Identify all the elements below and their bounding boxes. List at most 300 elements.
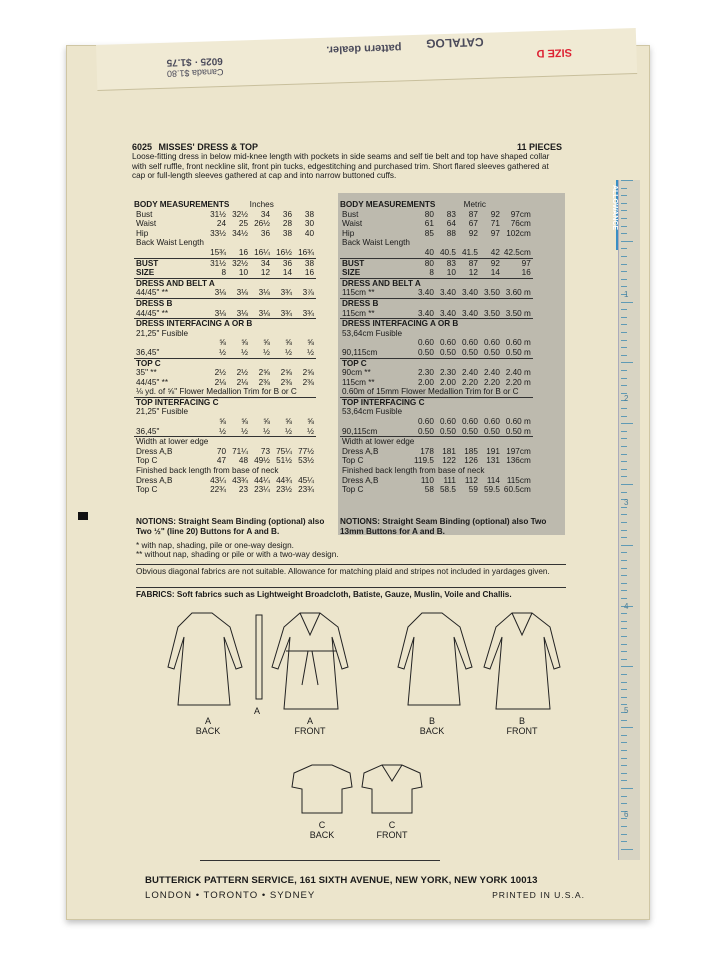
ruler-tick (621, 788, 633, 789)
ruler-tick (621, 438, 627, 439)
sketch-a-back (168, 613, 242, 705)
row-label: 90,115cm (342, 347, 378, 357)
row-value: 10 (238, 268, 248, 278)
imperial-row (134, 248, 316, 258)
row-label: 115cm ** (342, 308, 375, 318)
ruler-tick (621, 362, 633, 363)
imperial-row (134, 485, 316, 495)
ruler-tick (621, 286, 627, 287)
row-label: Dress A,B (342, 446, 379, 456)
imperial-row (134, 437, 316, 447)
ruler-tick (621, 309, 627, 310)
row-value: 0.50 (483, 426, 500, 436)
row-value: 3.60 m (505, 288, 531, 298)
row-value: 16 (521, 268, 531, 278)
row-value: ½ (241, 426, 248, 436)
fabrics-note: FABRICS: Soft fabrics such as Lightweight Broadcloth, Batiste, Gauze, Muslin, Voile and Challis. (136, 587, 566, 600)
ruler-tick (621, 651, 627, 652)
metric-row (340, 368, 533, 378)
row-label: BUST (136, 258, 159, 268)
nap-note-2: ** without nap, shading or pile or with a two-way design. (136, 550, 339, 559)
ruler-number: 2 (624, 394, 629, 403)
row-label: SIZE (136, 268, 155, 278)
row-value: 71¼ (232, 446, 248, 456)
label-c-back: C BACK (309, 820, 335, 840)
ruler-number: 4 (624, 602, 629, 611)
row-value: 3.50 (483, 288, 500, 298)
metric-row (340, 358, 533, 368)
row-value: 23¾ (298, 485, 314, 495)
imperial-row (134, 288, 316, 298)
row-value: 34 (260, 209, 270, 219)
row-value: ½ (219, 347, 226, 357)
row-value: 16½ (276, 247, 292, 257)
row-label: DRESS AND BELT A (342, 278, 421, 288)
row-label: 44/45" ** (136, 308, 169, 318)
metric-row (340, 319, 533, 329)
ruler-tick (621, 575, 627, 576)
metric-row (340, 427, 533, 437)
row-value: 2⅜ (280, 377, 292, 387)
row-value: 126 (464, 456, 478, 466)
row-value: ½ (241, 347, 248, 357)
row-value: 34 (260, 258, 270, 268)
row-value: 115cm (506, 475, 531, 485)
sketch-belt (256, 615, 262, 699)
row-value: 122 (442, 456, 456, 466)
imperial-row (134, 319, 316, 329)
pattern-code: 6025 (132, 142, 153, 152)
ruler-tick (621, 590, 627, 591)
ruler-tick (621, 568, 627, 569)
row-value: 24 (216, 219, 226, 229)
ruler-tick (621, 226, 627, 227)
row-label: TOP INTERFACING C (342, 397, 425, 407)
ruler-tick (621, 560, 627, 561)
metric-row (340, 466, 533, 476)
ruler-tick (621, 659, 627, 660)
ruler-tick (621, 476, 627, 477)
row-label: 36,45" (136, 347, 160, 357)
metric-row (340, 329, 533, 339)
label-b-back: B BACK (419, 716, 445, 736)
imperial-row (134, 378, 316, 388)
metric-row (340, 485, 533, 495)
metric-row (340, 248, 533, 258)
row-value: 3⅛ (214, 308, 226, 318)
row-value: 3.40 (439, 288, 456, 298)
ruler-tick (621, 636, 627, 637)
row-label: 44/45" ** (136, 288, 169, 298)
row-value: 67 (468, 219, 478, 229)
row-label: Top C (342, 456, 364, 466)
row-label: 115cm ** (342, 377, 375, 387)
ruler-tick (621, 461, 627, 462)
ruler-tick (621, 720, 627, 721)
row-value: 0.60 (483, 417, 500, 427)
imperial-row (134, 229, 316, 239)
metric-row (340, 229, 533, 239)
sketch-c-front (362, 765, 422, 813)
row-label: 21,25" Fusible (136, 328, 189, 338)
row-value: 0.60 (417, 417, 434, 427)
cities: LONDON • TORONTO • SYDNEY (145, 890, 316, 901)
row-value: 22¾ (210, 485, 226, 495)
row-value: 3¾ (280, 308, 292, 318)
row-value: 2⅝ (280, 368, 292, 378)
row-value: 0.50 m (505, 426, 531, 436)
body-measurements-title-metric: BODY MEASUREMENTS (340, 200, 436, 209)
row-value: 0.60 (461, 417, 478, 427)
row-value: ⅝ (219, 338, 226, 348)
ruler-tick (621, 454, 627, 455)
header (132, 142, 562, 181)
row-value: 185 (464, 446, 478, 456)
row-value: 73 (260, 446, 270, 456)
row-value: 44¼ (254, 475, 270, 485)
notions-imperial: NOTIONS: Straight Seam Binding (optional) also Two ½" (line 20) Buttons for A and B. (136, 517, 325, 536)
metric-row (340, 378, 533, 388)
row-label: 44/45" ** (136, 377, 169, 387)
metric-row (340, 219, 533, 229)
row-value: 97 (521, 258, 531, 268)
metric-row (340, 298, 533, 308)
ruler-tick (621, 742, 627, 743)
row-value: 87 (468, 209, 478, 219)
row-value: 16 (238, 247, 248, 257)
row-label (340, 248, 412, 258)
flap-dealer: pattern dealer. (326, 41, 402, 56)
row-label: Waist (342, 219, 363, 229)
row-value: 2⅛ (214, 377, 226, 387)
imperial-row (134, 427, 316, 437)
row-value: 8 (429, 268, 434, 278)
ruler-tick (621, 697, 627, 698)
row-value: 83 (446, 209, 456, 219)
row-value: 97 (490, 228, 500, 238)
imperial-row (134, 329, 316, 339)
ruler-tick (621, 849, 633, 850)
row-value: 43¼ (210, 475, 226, 485)
ruler-tick (621, 423, 633, 424)
row-value: 2.40 m (505, 368, 531, 378)
row-value: 53½ (298, 456, 314, 466)
row-value: 71 (490, 219, 500, 229)
row-value: 2.30 (417, 368, 434, 378)
ruler-tick (621, 188, 627, 189)
row-value: 70 (216, 446, 226, 456)
metric-row (340, 309, 533, 319)
ruler-tick (621, 332, 627, 333)
ruler-tick (621, 241, 633, 242)
ruler-tick (621, 233, 627, 234)
ruler-tick (621, 613, 627, 614)
row-value: 88 (446, 228, 456, 238)
row-value: 92 (490, 258, 500, 268)
ruler-tick (621, 644, 627, 645)
ruler-tick (621, 248, 627, 249)
row-value: 16¼ (254, 247, 270, 257)
pattern-description: Loose-fitting dress in below mid-knee length with pockets in side seams and self tie belt and top have shaped collar with self ruffle, front neckline slit, front pin tucks, edgestitching and purchased trim. Short flared sleeves gathered at cap or full-length sleeves gathered at cap and into narrow buttoned cuffs. (132, 152, 550, 181)
row-value: 2.20 (483, 377, 500, 387)
label-a-back: A BACK (195, 716, 221, 736)
metric-row (340, 258, 533, 268)
publisher-address: BUTTERICK PATTERN SERVICE, 161 SIXTH AVENUE, NEW YORK, NEW YORK 10013 (145, 875, 538, 886)
pieces-count: 11 PIECES (516, 142, 562, 152)
row-label: Dress A,B (136, 446, 173, 456)
row-value: ⅝ (263, 338, 270, 348)
row-value: 26½ (254, 219, 270, 229)
row-value: 38 (282, 228, 292, 238)
row-value: 38 (304, 209, 314, 219)
row-value: 59 (468, 485, 478, 495)
row-label (340, 417, 412, 427)
row-value: 2.20 (461, 377, 478, 387)
row-value: 23 (238, 485, 248, 495)
ruler-tick (621, 735, 627, 736)
ruler-tick (621, 195, 627, 196)
row-value: 3.40 (417, 308, 434, 318)
ruler-tick (621, 378, 627, 379)
row-value: 2.40 (483, 368, 500, 378)
imperial-row (134, 476, 316, 486)
imperial-row (134, 298, 316, 308)
footer-bottom-row (145, 890, 585, 901)
row-label: Finished back length from base of neck (136, 466, 279, 476)
ruler-tick (621, 484, 633, 485)
row-value: 58.5 (439, 485, 456, 495)
row-value: 2⅛ (236, 377, 248, 387)
row-label: 35" ** (136, 368, 157, 378)
row-label (340, 338, 412, 348)
metric-row (340, 387, 533, 397)
row-value: 0.60 m (505, 417, 531, 427)
row-value: 2.00 (417, 377, 434, 387)
row-value: 77½ (298, 446, 314, 456)
row-value: 0.50 (417, 426, 434, 436)
footer (145, 875, 585, 901)
row-value: 0.50 (483, 347, 500, 357)
row-value: 31½ (210, 209, 226, 219)
row-label: Top C (136, 456, 158, 466)
metric-table (340, 200, 564, 495)
metric-row (340, 397, 533, 407)
row-label (134, 417, 206, 427)
label-a-front: A FRONT (294, 716, 326, 736)
row-label: SIZE (342, 268, 361, 278)
ruler-tick (621, 773, 627, 774)
metric-row (340, 417, 533, 427)
row-value: 12 (260, 268, 270, 278)
row-value: 30 (304, 219, 314, 229)
ruler-tick (621, 317, 627, 318)
row-value: 3.50 m (505, 308, 531, 318)
ruler-tick (621, 271, 627, 272)
row-label: TOP INTERFACING C (136, 397, 219, 407)
row-label: Hip (342, 228, 355, 238)
allowance-label: ALLOWANCE (611, 184, 619, 231)
row-value: 40 (424, 247, 434, 257)
ruler-tick (621, 765, 627, 766)
imperial-row (134, 417, 316, 427)
row-label: Waist (136, 219, 157, 229)
metric-row (340, 210, 533, 220)
row-value: 2.40 (461, 368, 478, 378)
ruler-tick (621, 537, 627, 538)
row-value: 110 (420, 475, 434, 485)
ruler-tick (621, 416, 627, 417)
row-value: 14 (490, 268, 500, 278)
imperial-row (134, 358, 316, 368)
ruler-tick (621, 469, 627, 470)
row-value: 0.60 (439, 338, 456, 348)
row-value: 2½ (236, 368, 248, 378)
row-value: 3¾ (302, 308, 314, 318)
row-value: ½ (307, 347, 314, 357)
row-value: 92 (490, 209, 500, 219)
row-value: 0.50 (461, 426, 478, 436)
ruler-tick (621, 180, 633, 181)
row-value: 85 (424, 228, 434, 238)
flap-size: SIZE D (536, 46, 573, 60)
row-value: 14 (282, 268, 292, 278)
row-value: 59.5 (483, 485, 500, 495)
row-value: 47 (216, 456, 226, 466)
pattern-title: MISSES' DRESS & TOP (158, 142, 259, 152)
ruler-tick (621, 803, 627, 804)
body-measurements-title: BODY MEASUREMENTS (134, 200, 230, 209)
row-value: 45¼ (298, 475, 314, 485)
metric-row (340, 447, 533, 457)
imperial-row (134, 407, 316, 417)
row-label: DRESS INTERFACING A OR B (136, 319, 253, 329)
imperial-row (134, 219, 316, 229)
row-value: ⅝ (219, 417, 226, 427)
row-value: ½ (263, 347, 270, 357)
row-value: 97cm (510, 209, 531, 219)
row-value: 114 (486, 475, 500, 485)
ruler-tick (621, 446, 627, 447)
obvious-note: Obvious diagonal fabrics are not suitable. Allowance for matching plaid and stripes not included in yardages given. (136, 564, 566, 577)
imperial-row (134, 447, 316, 457)
imperial-row (134, 387, 316, 397)
row-value: 28 (282, 219, 292, 229)
row-value: 0.50 m (505, 347, 531, 357)
divider (200, 860, 440, 861)
row-value: 80 (424, 209, 434, 219)
ruler-number: 1 (624, 290, 629, 299)
row-value: ½ (263, 426, 270, 436)
ruler-tick (621, 727, 633, 728)
metric-row (340, 288, 533, 298)
row-value: 3¾ (280, 288, 292, 298)
ruler-tick (621, 279, 627, 280)
row-value: 0.60 (461, 338, 478, 348)
row-label: Width at lower edge (342, 437, 415, 447)
row-label: Top C (136, 485, 158, 495)
row-value: 83 (446, 258, 456, 268)
ruler-tick (621, 674, 627, 675)
row-value: ½ (219, 426, 226, 436)
ruler-tick (621, 370, 627, 371)
row-value: 3.40 (461, 308, 478, 318)
row-value: ⅝ (307, 338, 314, 348)
ruler-tick (621, 628, 627, 629)
row-value: 2⅝ (302, 368, 314, 378)
row-value: 0.60 (439, 417, 456, 427)
row-label: 115cm ** (342, 288, 375, 298)
row-value: 36 (282, 209, 292, 219)
row-label: 90cm ** (342, 368, 371, 378)
ruler-tick (621, 218, 627, 219)
metric-row (340, 407, 533, 417)
row-value: ⅝ (241, 338, 248, 348)
row-value: 0.60 (483, 338, 500, 348)
row-value: 32½ (232, 258, 248, 268)
row-value: ½ (307, 426, 314, 436)
metric-row (340, 238, 533, 248)
row-label: DRESS B (136, 298, 173, 308)
row-value: 131 (486, 456, 500, 466)
ruler-tick (621, 758, 627, 759)
row-label: Hip (136, 228, 149, 238)
row-label (134, 338, 206, 348)
imperial-table (134, 200, 336, 495)
row-label (134, 248, 206, 258)
row-value: 0.50 (461, 347, 478, 357)
row-value: 40.5 (439, 247, 456, 257)
ruler-tick (621, 355, 627, 356)
imperial-row (134, 278, 316, 288)
sketch-b-back (398, 613, 472, 705)
row-value: 31½ (210, 258, 226, 268)
row-value: ⅝ (263, 417, 270, 427)
row-label: Top C (342, 485, 364, 495)
imperial-row (134, 238, 316, 248)
row-value: 34½ (232, 228, 248, 238)
ruler-tick (621, 347, 627, 348)
row-value: 102cm (506, 228, 531, 238)
row-value: 32½ (232, 209, 248, 219)
ruler-tick (621, 492, 627, 493)
row-label: Dress A,B (342, 475, 379, 485)
imperial-row (134, 268, 316, 278)
row-value: 51½ (276, 456, 292, 466)
row-value: 42 (490, 247, 500, 257)
row-value: 3.40 (439, 308, 456, 318)
row-value: 3⅛ (214, 288, 226, 298)
row-value: 49½ (254, 456, 270, 466)
row-label: 0.60m of 15mm Flower Medallion Trim for B or C (342, 387, 519, 397)
ruler-tick (621, 841, 627, 842)
row-label: TOP C (342, 358, 367, 368)
nap-note-1: * with nap, shading, pile or one-way design. (136, 541, 294, 550)
row-value: 48 (238, 456, 248, 466)
ruler-tick (621, 545, 633, 546)
row-value: 60.5cm (503, 485, 531, 495)
row-value: 38 (304, 258, 314, 268)
inch-ruler (618, 180, 640, 860)
imperial-row (134, 456, 316, 466)
row-label: Bust (342, 209, 359, 219)
row-value: 3⅞ (302, 288, 314, 298)
row-value: 10 (446, 268, 456, 278)
row-value: ½ (285, 426, 292, 436)
row-value: 43¾ (232, 475, 248, 485)
row-label: Finished back length from base of neck (342, 466, 485, 476)
label-c-front: C FRONT (376, 820, 408, 840)
metric-row (340, 456, 533, 466)
